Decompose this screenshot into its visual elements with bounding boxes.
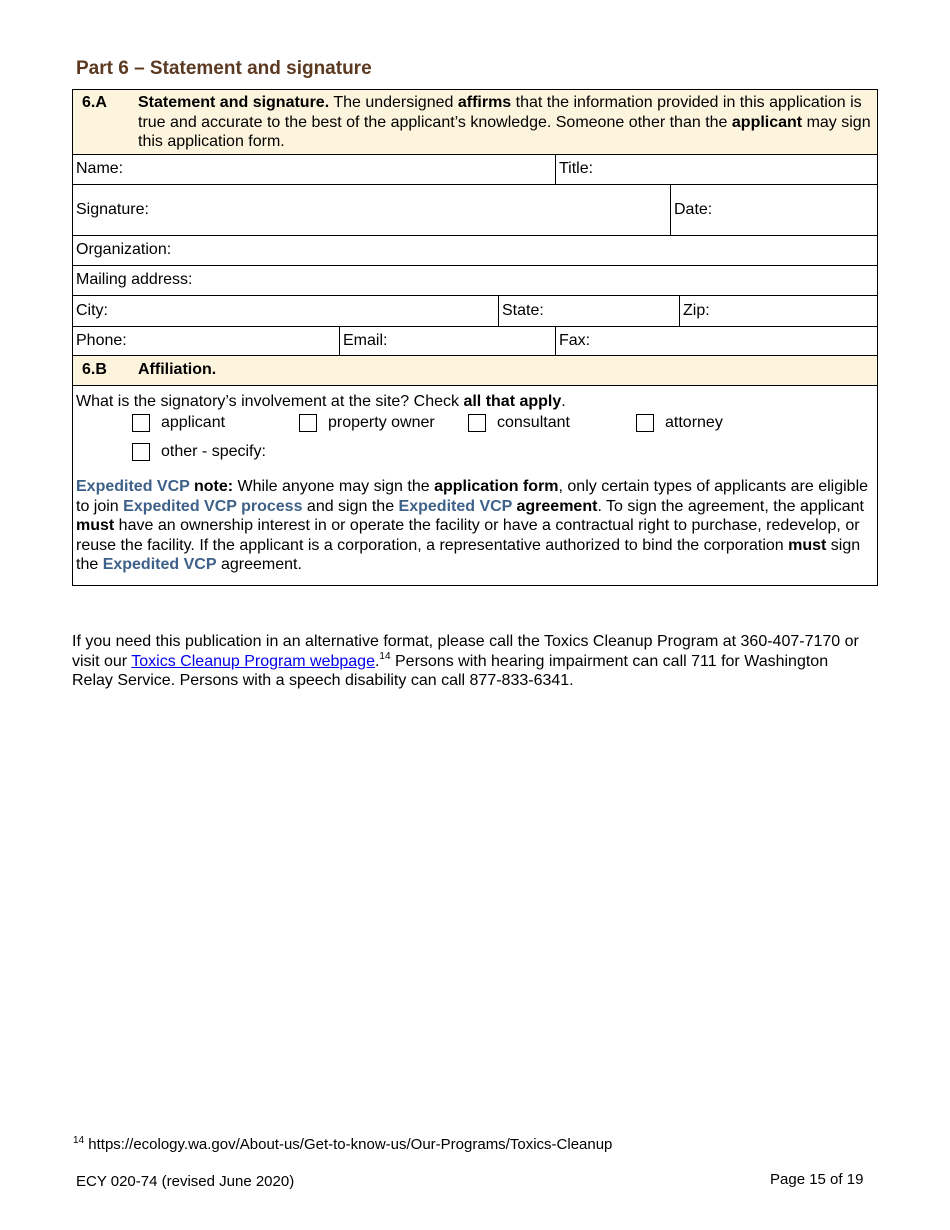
mailing-address-row (73, 265, 877, 295)
footnote-ref: 14 (379, 650, 391, 662)
section-b-header (73, 355, 877, 385)
expedited-vcp-note: Expedited VCP note: While anyone may sign the application form, only certain types of applicants are eligible to join Expedited VCP process and sign the Expedited VCP agreement. To sign the agreement, the applicant must have an ownership interest in or operate the facility or have a contractual right to purchase, redevelop, or reuse the facility. If the applicant is a corporation, a representative authorized to bind the corporation must sign the Expedited VCP agreement. (76, 478, 869, 573)
state-field[interactable]: State: (498, 296, 679, 326)
affiliation-question: What is the signatory’s involvement at the site? Check all that apply. (76, 392, 566, 410)
section-a-number: 6.A (82, 94, 107, 111)
checkbox-consultant[interactable]: consultant (468, 413, 570, 433)
checkbox-icon[interactable] (299, 414, 317, 432)
city-field[interactable]: City: (76, 301, 108, 319)
section-a-header (73, 90, 877, 154)
checkbox-other[interactable]: other - specify: (132, 442, 266, 462)
email-field[interactable]: Email: (339, 327, 555, 355)
checkbox-applicant[interactable]: applicant (132, 413, 225, 433)
city-state-zip-row (73, 295, 877, 326)
date-field[interactable]: Date: (670, 185, 877, 235)
affiliation-options (76, 413, 874, 471)
mailing-address-field[interactable]: Mailing address: (76, 271, 193, 289)
checkbox-icon[interactable] (132, 443, 150, 461)
footnote: $^{14}$ https://ecology.wa.gov/About-us/Get-to-know-us/Our-Programs/Toxics-Cleanup (73, 1135, 613, 1153)
page-title: Part 6 – Statement and signature (76, 58, 372, 79)
phone-email-fax-row (73, 326, 877, 355)
zip-field[interactable]: Zip: (679, 296, 877, 326)
checkbox-property-owner[interactable]: property owner (299, 413, 435, 433)
title-field[interactable]: Title: (555, 155, 877, 184)
fax-field[interactable]: Fax: (555, 327, 877, 355)
signature-field[interactable]: Signature: (76, 200, 149, 218)
phone-field[interactable]: Phone: (76, 331, 127, 349)
accessibility-statement: If you need this publication in an alternative format, please call the Toxics Cleanup Program at 360-407-7170 or visit our Toxics Cleanup Program webpage.$^{14}$ Persons with hearing impairment can call 711 for Washington Relay Service. Persons with a speech disability can call 877-833-6341. (72, 633, 859, 689)
toxics-cleanup-link[interactable]: Toxics Cleanup Program webpage (131, 652, 375, 670)
form-id: ECY 020-74 (revised June 2020) (76, 1173, 295, 1190)
organization-row (73, 235, 877, 265)
checkbox-icon[interactable] (468, 414, 486, 432)
section-b-number: 6.B (82, 361, 107, 379)
name-title-row (73, 154, 877, 184)
checkbox-attorney[interactable]: attorney (636, 413, 723, 433)
organization-field[interactable]: Organization: (76, 241, 172, 259)
signature-date-row (73, 184, 877, 235)
checkbox-icon[interactable] (132, 414, 150, 432)
section-a-statement: Statement and signature. The undersigned affirms that the information provided in this application is true and accurate to the best of the applicant’s knowledge. Someone other than the applicant may sign this application form. (138, 94, 871, 150)
name-field[interactable]: Name: (76, 160, 124, 178)
checkbox-icon[interactable] (636, 414, 654, 432)
affiliation-body (73, 385, 877, 585)
page-number: Page 15 of 19 (770, 1171, 864, 1188)
signature-form (72, 89, 878, 586)
section-b-title: Affiliation. (138, 361, 217, 379)
